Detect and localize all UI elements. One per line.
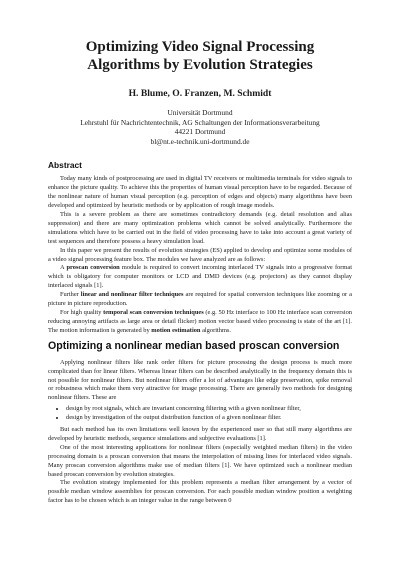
bold-term: linear and nonlinear filter techniques bbox=[80, 291, 184, 299]
abstract-paragraph: In this paper we present the results of evolution strategies (ES) applied to develop and optimize some modules of a video signal processing feature box. The modules we have analyzed are as follows: bbox=[48, 246, 352, 263]
body-paragraph: One of the most interesting applications for nonlinear filters (especially weighted median filters) in the video processing domain is a proscan conversion that means the interpolation of missing lines for interlaced video signals. Many proscan conversion algorithms make use of median filters [1]. We have optimized such a nonlinear median based proscan conversion by evolution strategies. bbox=[48, 443, 352, 478]
paper-title: Optimizing Video Signal Processing Algorithms by Evolution Strategies bbox=[85, 39, 315, 73]
abstract-paragraph: Further linear and nonlinear filter techniques are required for spatial conversion techniques like zooming or a picture in picture reproduction. bbox=[48, 291, 352, 308]
bullet-list bbox=[48, 405, 352, 423]
body-paragraph: But each method has its own limitations well known by the experienced user so that still many algorithms are developed by heuristic methods, sequence simulations and subjective evaluations [1]. bbox=[48, 426, 352, 442]
author-list: H. Blume, O. Franzen, M. Schmidt bbox=[128, 88, 272, 99]
abstract-paragraph: For high quality temporal scan conversion techniques (e.g. 50 Hz interface to 100 Hz interface scan conversion reducing annoying artifacts as large area or detail flicker) motion vector based video processing is state of the art [1]. The motion information is generated by motion estimation algorithms. bbox=[48, 308, 353, 334]
affiliation-university: Universität Dortmund bbox=[167, 108, 233, 117]
body-paragraph: Applying nonlinear filters like rank order filters for picture processing the design process is much more complicated than for linear filters. Whereas linear filters can be described analytically in the frequency domain this is not possible for nonlinear filters. But nonlinear filters offer a lot of advantages like edge preservation, spike removal or robustness which make them very attractive for image processing. There are generally two methods for designing nonlinear filters. These are bbox=[48, 358, 352, 402]
abstract-heading: Abstract bbox=[48, 160, 82, 171]
affiliation-email: bl@nt.e-technik.uni-dortmund.de bbox=[150, 136, 250, 146]
abstract-paragraph: A proscan conversion module is required to convert incoming interlaced TV signals into a progressive format which is obligatory for computer monitors or LCD and DMD devices (e.g. projectors) as they cannot display interlaced signals [1]. bbox=[48, 264, 352, 290]
abstract-paragraph: Today many kinds of postprocessing are used in digital TV receivers or multimedia terminals for video signals to enhance the picture quality. To achieve this the properties of human visual perception have to be regarded. Because of the nonlinear nature of human visual perception (e.g. perception of edges and objects) many algorithms have been developed and optimized by heuristic methods or by application of rough image models. bbox=[48, 175, 352, 210]
body-paragraph: The evolution strategy implemented for this problem represents a median filter arrangement by a vector of possible median window assemblies for proscan conversion. For each possible median window position a weighting factor has to be chosen which is an integer value in the range between 0 bbox=[48, 479, 352, 505]
bold-term: motion estimation bbox=[151, 326, 201, 334]
affiliation-address: 44221 Dortmund bbox=[174, 127, 226, 137]
section-heading: Optimizing a nonlinear median based proscan conversion bbox=[48, 339, 340, 352]
list-item: • design by investigation of the output distribution function of a given nonlinear filter. bbox=[66, 414, 352, 423]
abstract-paragraph: This is a severe problem as there are sometimes contradictory demands (e.g. detail resolution and alias suppression) and there are many optimization problems which cannot be solved analytically. Furthermore the simulations which have to be carried out in the field of video processing have to take into account a great variety of test sequences and therefore possess a heavy simulation load. bbox=[48, 211, 352, 245]
affiliation-block bbox=[48, 108, 352, 146]
affiliation-department: Lehrstuhl für Nachrichtentechnik, AG Schaltungen der Informationsverarbeitung bbox=[80, 117, 320, 127]
list-item: • design by root signals, which are invariant concerning filtering with a given nonlinear filter, bbox=[66, 405, 352, 414]
bold-term: proscan conversion bbox=[66, 264, 120, 272]
bold-term: temporal scan conversion techniques bbox=[103, 308, 204, 316]
